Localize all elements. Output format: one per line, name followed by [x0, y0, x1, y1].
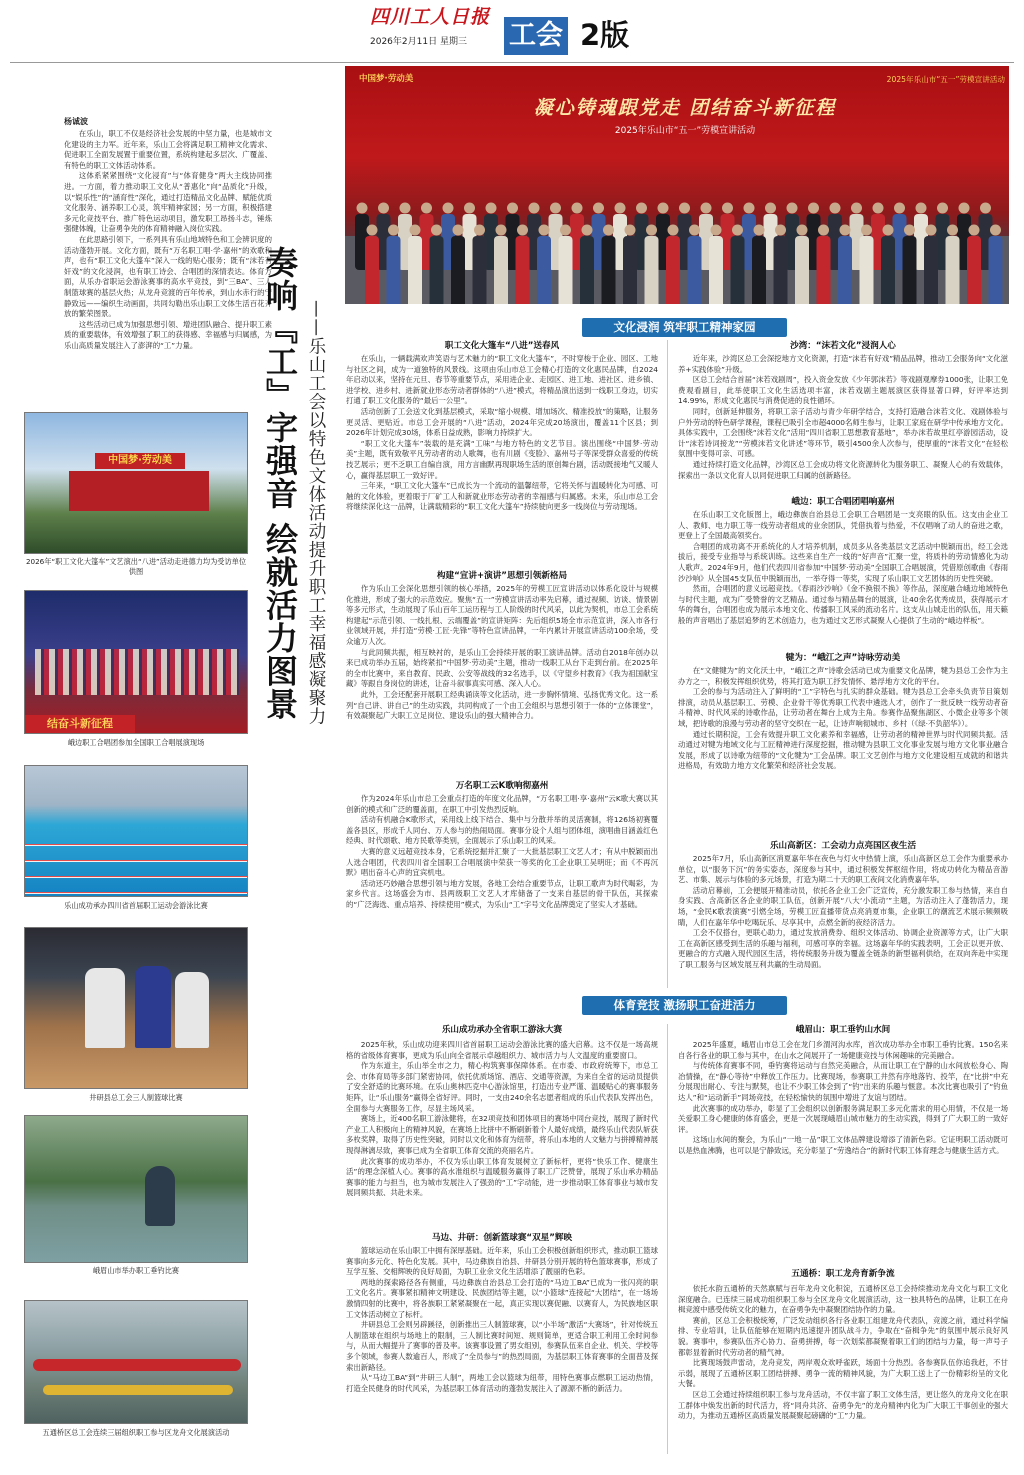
article-title: 乐山成功承办全省职工游泳大赛 [441, 1025, 563, 1035]
article-title: 五通桥：职工龙舟育新争流 [791, 1269, 895, 1279]
crowd-person-head [883, 225, 894, 236]
intro-para: 这体系紧紧围绕“文化浸育”与“体育健身”两大主线协同推进。一方面，着力推动职工文化从“普惠化”向“品质化”升级，以“娱乐性”的“涵育性”深化，通过打造精品文化品牌、赋能优质文化服务、涵养职工心灵，筑牢精神家园；另一方面，积极搭建多元化竞技平台、推广特色运动项目，激发职工昂扬斗志，锤炼强健体魄，让奋勇争先的体育精神融入岗位实践。 [64, 171, 272, 234]
crowd-person-head [937, 203, 948, 214]
article-para: 2025年秋，乐山成功迎来四川省首届职工运动会游泳比赛的盛大启幕。这不仅是一场高规格的省级体育赛事，更成为乐山向全省展示卓越组织力、城市活力与人文温度的重要窗口。 [346, 1040, 658, 1060]
article-para: 作为东道主，乐山举全市之力，精心构筑赛事保障体系。在市委、市政府统筹下，市总工会、市体育局等多部门紧密协同，依托优质场馆、酒店、交通等资源，为来自全省的运动员提供了安全舒适的比赛环境。在乐山奥林匹克中心游泳馆里，打造出专业严谨、温暖贴心的赛事服务矩阵，让“乐山服务”赢得全省好评。同时，一支由240余名志愿者组成的乐山代表队发挥出色，全面参与大赛服务工作，尽显主场风采。 [346, 1061, 658, 1113]
crowd-person-head [765, 203, 776, 214]
article-para: 与传统体育赛事不同，垂钓赛将运动与自然完美融合，从而让职工在宁静的山水间放松身心、陶冶情操，在“静心等待”中释放工作压力。比赛现场，参赛职工井然有序地落钓、投竿，在“比拼”中充分展现出耐心、专注与默契，也让不少职工体会到了“钓”出来的乐趣与惬意。本次比赛也吸引了“钓鱼达人”和“运动新手”同场竞技，在轻松愉快的氛围中增进了友谊与团结。 [678, 1061, 1008, 1102]
article-para: 合唱团的成功离不开系统化的人才培养机制，成员多从各类基层文艺活动中脱颖而出，经工会选拔后，接受专业指导与系统训练。这些来自生产一线的“好声音”汇聚一堂，将质朴的劳动情感化为动人歌声。2024年9月，他们代表四川省参加“中国梦·劳动美”全国职工合唱展演，凭借原创歌曲《春雨沙沙响》从全国45支队伍中脱颖而出，一举夺得一等奖，实现了乐山职工文艺团体的历史性突破。 [678, 541, 1008, 583]
crowd-person [494, 236, 508, 304]
photo-fishing [24, 1115, 248, 1263]
article-para: 在“文健犍为”的文化沃土中，“峨江之声”诗歌会活动已成为重要文化品牌，犍为县总工会作为主办方之一，积极发挥组织优势，将其打造为职工抒发情怀、悬浮地方文化的平台。 [678, 666, 1008, 686]
crowd-person [365, 236, 379, 304]
crowd-person-head [529, 203, 540, 214]
article-para: 从“马边工BA”到“井研三人制”，两地工会以篮球为纽带，用特色赛事点燃职工运动热情，打造全民健身的时代风采，为基层职工体育活动的蓬勃发展注入了源源不断的新活力。 [346, 1373, 658, 1393]
article-para: 活动启幕前，工会便展开精准动员，依托各企业工会广泛宣传，充分激发职工参与热情，来自自身实践、含高新区各企业的职工队伍，创新开展“八大‘小流动’”主题，为活动注入了蓬勃活力，现场，“金民K歌表演赛”引燃全场，劳模工匠直播带货点亮消夏市集，企业职工的潮流艺术展示频频吸睛，人们在嘉年华中吃喝玩乐、尽享其中，点燃全新的夜经济活力。 [678, 885, 1008, 927]
newspaper-logo: 四川工人日报 [370, 6, 491, 28]
crowd-person [709, 236, 723, 304]
stage-topright: 2025年乐山市“五一”劳模宣讲活动 [886, 75, 1005, 84]
crowd-person-head [646, 225, 657, 236]
article-para: 工会不仅搭台，更联心助力，通过发放消费券、组织文体活动、协调企业资源等方式，让广大职工在高新区感受到生活的乐趣与福利，可感可享的幸福。这场嘉年华的实践表明，工会正以更开放、更融合的方式融入现代园区生活，将传统服务升级为覆盖全链条的新型福利供给，在双向奔赴中实现了职工服务与区域发展互利共赢的生动局面。 [678, 928, 1008, 969]
article-title: 峨眉山：职工垂钓山水间 [795, 1025, 891, 1035]
crowd-person [580, 236, 594, 304]
intro-text [64, 129, 272, 397]
intro-para: 在此思路引领下，一系列具有乐山地域特色和工会辨识度的活动蓬勃开展。文化方面，既有“万名职工唱·学·嘉州”的欢歌和声，也有“职工文化大篷车”深入一线的贴心服务；既有“沫若有奸戏”的文化浸润，也有职工诗会、合唱团的深情表达。体育方面，从乐办省职运会游泳赛事的高水平竞技，到“三BA”、三人制篮球赛的基层火热；从龙舟竞渡的百年传承，到山水赤行的宁静致远——编织生动画面，共同勾勒出乐山职工文体生活百花齐放的繁荣图景。 [64, 234, 272, 319]
crowd-person [838, 236, 852, 304]
crowd-person-head [959, 203, 970, 214]
photo-stage-text: 中国梦·劳动美 [95, 453, 185, 469]
article-para: 在乐山，一辆载满欢声笑语与艺术魅力的“职工文化大篷车”，不时穿梭于企业、园区、工地与社区之间，成为一道独特的风景线。这项由乐山市总工会精心打造的文化惠民品牌，自2024年启动以来，坚持在元旦、春节等重要节点，采用进企业、走园区、进工地、进社区、进乡镇、进学校、进乡村、进新就业形态劳动者群体的“八进”模式，将精品演出送到一线职工身边，切实打通了职工文化服务的“最后一公里”。 [346, 354, 658, 406]
crowd-person-head [744, 203, 755, 214]
crowd-person-head [990, 225, 1001, 236]
crowd-person-head [388, 225, 399, 236]
issue-date: 2026年2月11日 星期三 [370, 37, 467, 47]
crowd-person [623, 236, 637, 304]
sports-section-band: 体育竞技 激扬职工奋进活力 [582, 996, 787, 1015]
article-title: 沙湾：“沫若文化”浸润人心 [790, 341, 896, 351]
crowd-person-head [926, 225, 937, 236]
crowd-person-head [775, 225, 786, 236]
masthead [0, 0, 1024, 62]
photo-stage-text: 结奋斗新征程 [25, 715, 135, 733]
crowd-person-head [378, 203, 389, 214]
crowd-person [602, 236, 616, 304]
article-para: 大赛的意义远超竞技本身，它系统挖掘并汇聚了一大批基层职工文艺人才；有从中脱颖而出人选合唱团，代表四川省全国职工合唱展演中荣获一等奖的化工企业职工吴明旺；而《不再沉默》唱出奋斗心声的宜宾机电。 [346, 846, 658, 878]
crowd-person-head [496, 225, 507, 236]
crowd-person [387, 236, 401, 304]
article-body [678, 354, 1008, 490]
column-divider [667, 340, 668, 988]
article-para: 篮球运动在乐山职工中拥有深厚基础。近年来，乐山工会积极创新组织形式，推动职工篮球赛事向多元化、特色化发展。其中，马边彝族自治县、井研县分别开展的特色篮球赛事，形成了互学互鉴、交相辉映的良好局面，为职工业余文化生活增添了靓丽的色彩。 [346, 1246, 658, 1277]
crowd-person-head [550, 203, 561, 214]
article-body [678, 510, 1008, 646]
article-para: 此外，工会还配套开展职工经典诵读等文化活动，进一步胸怀情境、弘扬优秀文化。这一系列“自己讲、讲自己”的生动实践，共同构成了一个由工会组织与思想引领于一体的“立体课堂”，有效凝聚起广大职工立足岗位、建设乐山的强大精神合力。 [346, 689, 658, 721]
crowd-person-head [969, 225, 980, 236]
article-para: 两地的探索路径各有侧重，马边彝族自治县总工会打造的“马边工BA”已成为一张闪亮的职工文化名片。赛事紧扣精神文明建设、民族团结等主题，以“小篮球”连接起“大团结”，在一场场激情四射的比赛中，将各族职工紧紧凝聚在一起，真正实现以赛促融、以赛育人，为民族地区职工文体活动树立了标杆。 [346, 1277, 658, 1319]
crowd-person [516, 236, 530, 304]
photo-choir [24, 590, 248, 734]
crowd-person-head [668, 225, 679, 236]
crowd-person-head [808, 203, 819, 214]
crowd-person [989, 236, 1003, 304]
crowd-person-head [787, 203, 798, 214]
crowd-person-head [582, 225, 593, 236]
crowd-person-head [980, 203, 991, 214]
article-body [346, 354, 658, 564]
article-title: 万名职工云K歌响彻嘉州 [455, 781, 549, 791]
article-title: 乐山高新区：工会动力点亮国区夜生活 [769, 841, 917, 851]
column-divider [667, 1024, 668, 1454]
article-body [678, 1284, 1008, 1458]
crowd-person [924, 236, 938, 304]
article-para: 作为乐山工会深化思想引领的核心举措，2025年的劳模工匠宣讲活动以体系化设计与规模化推进，形成了强大的示范效应。聚焦“五一”劳模宣讲活动率先启幕，通过视频、访谈、情景剧等多元形式，生动展现了乐山百年工运历程与工人阶级的时代风采，以此为契机，市总工会系统构建起“示范引领、一线扎根、云端覆盖”的宣讲矩阵：先后组织5场全市示范宣讲，深入市各行业领域开展，并打造“劳模·工匠·先锋”等特色宣讲品牌，一年内累计开展宣讲活动100余场，受众逾万人次。 [346, 584, 658, 646]
photo-caption: 峨边职工合唱团参加全国职工合唱展演现场 [67, 738, 205, 747]
crowd-person-head [754, 225, 765, 236]
crowd-person [451, 236, 465, 304]
photo-dragon-boat [24, 1300, 248, 1424]
crowd-person [473, 236, 487, 304]
article-para: 井研县总工会则另辟蹊径，创新推出三人制篮球赛，以“小半场”激活“大赛场”，针对传统五人制篮球在组织与场地上的限制，三人制比赛时间短、规则简单，更适合职工利用工余时间参与，从而大幅提升了赛事的普及率。该赛事设置了男女组别，参赛队伍来自企业、机关、学校等多个领域，参赛人数逾百人，形成了“全员参与”的热烈局面，为基层职工体育赛事的全面普及探索出新路径。 [346, 1320, 658, 1372]
crowd-person-head [486, 203, 497, 214]
article-para: 赛场上，近400名职工游泳健将，在32项竞技和团体项目的赛场中同台竞技，展现了新时代产业工人积极向上的精神风貌，在赛场上比拼中不断刷新着个人最好成绩，最终乐山代表队斩获多枚奖牌，取得了历史性突破，同时以文化和体育为纽带，将乐山本地的人文魅力与拼搏精神展现得淋漓尽致，赛事已成为全省职工体育交流的亮丽名片。 [346, 1114, 658, 1155]
crowd-person-head [797, 225, 808, 236]
crowd-person-head [701, 203, 712, 214]
crowd-person-head [410, 225, 421, 236]
culture-section-band: 文化浸润 筑牢职工精神家园 [582, 318, 787, 337]
crowd-person [795, 236, 809, 304]
article-para: 通过持续打造文化品牌，沙湾区总工会成功将文化资源转化为服务职工、凝聚人心的有效载体，探索出一条以文化育人以同促进职工归属的创新路径。 [678, 459, 1008, 480]
crowd-person-head [625, 225, 636, 236]
crowd-person [967, 236, 981, 304]
article-para: 工会的参与为活动注入了鲜明的“工”字特色与扎实的群众基础。犍为县总工会牵头负责节目策划排演，动员从基层职工、劳模、企业骨干等优秀职工代表中遴选人才，创作了一批反映一线劳动者奋斗精神、时代风采的诗歌作品，让劳动者在舞台上成为主角。参赛作品聚焦湖区、小微企业等多个领域，把诗歌的浪漫与劳动者的坚守交织在一起，让诗声响彻城市、乡村（《绿·不负韶华》）。 [678, 687, 1008, 728]
article-para: “职工文化大篷车”装载的是充满“工味”与地方特色的文艺节目。演出围绕“中国梦·劳动美”主题，既有致敬平凡劳动者的动人歌舞，也有川剧《变脸》、嘉州号子等深受群众喜爱的传统技艺展示；更不乏职工自编自演，用方言幽默再现职场生活的原创舞台剧，活动既接地气又暖人心，赢得基层职工一致好评。 [346, 438, 658, 480]
article-para: 区总工会结合首届“沫若戏剧周”，投入资金发放《少年郭沫若》等戏剧观摩券1000张，让职工免费观看剧目，此举使职工文化生活选项丰富，沫若戏剧主题展演区获得显著口碑，好评率达到14.99%，形成文化惠民与消费促进的良性循环。 [678, 375, 1008, 406]
article-para: 比赛现场鼓声雷动，龙舟竞发，两岸观众欢呼雀跃，场面十分热烈。各参赛队伍你追我赶，不甘示弱，展现了五通桥区职工团结拼搏、勇争一流的精神风貌，为广大职工送上了一份精彩纷呈的文化大餐。 [678, 1358, 1008, 1389]
crowd-person-head [560, 225, 571, 236]
article-body [346, 794, 658, 994]
article-title: 马边、井研：创新篮球赛“双星”辉映 [431, 1233, 573, 1243]
crowd-person-head [904, 225, 915, 236]
stage-subtitle: 2025年乐山市“五一”劳模宣讲活动 [614, 126, 756, 136]
crowd-person [860, 236, 874, 304]
article-para: 活动创新了工会送文化到基层模式，采取“缩小规模、增加场次、精准投放”的策略，让服务更灵活、更贴近。市总工会开展的“八进”活动，2024年完成20场演出，覆盖11个区县；到2026年计划完成30场，体系日益成熟，影响力持续扩大。 [346, 406, 658, 438]
crowd-person-head [916, 203, 927, 214]
crowd-person-head [840, 225, 851, 236]
crowd-person [430, 236, 444, 304]
article-para: 在乐山职工文化版图上，峨边彝族自治县总工会职工合唱团是一支亮眼的队伍。这支由企业工人、教师、电力职工等一线劳动者组成的业余团队，凭借执着与热爱，不仅唱响了动人的奋进之歌，更登上了全国最高领奖台。 [678, 510, 1008, 541]
article-para: 近年来，沙湾区总工会深挖地方文化资源，打造“沫若有好戏”精品品牌，推动工会服务向“文化滋养+实践体验”升级。 [678, 354, 1008, 374]
crowd-person-head [894, 203, 905, 214]
crowd-person [731, 236, 745, 304]
crowd-person [946, 236, 960, 304]
crowd-person-head [357, 203, 368, 214]
crowd-person-head [722, 203, 733, 214]
crowd-person [408, 236, 422, 304]
crowd-person-head [689, 225, 700, 236]
page-number: 2版 [580, 18, 630, 52]
article-para: 此次赛事的成功举办，彰显了工会组织以创新服务满足职工多元化需求的用心用情，不仅是一场关爱职工身心健康的体育盛会，更是一次展现峨眉山城市魅力的生动实践，得到了广大职工的一致好评。 [678, 1103, 1008, 1134]
article-body [678, 1040, 1008, 1226]
crowd-person [752, 236, 766, 304]
article-title: 犍为：“峨江之声”诗咏劳动美 [785, 653, 901, 663]
photo-caption: 井研县总工会三人制篮球比赛 [89, 1093, 183, 1102]
crowd-person-head [400, 203, 411, 214]
article-title: 构建“宣讲+演讲”思想引领新格局 [436, 571, 568, 581]
crowd-person [903, 236, 917, 304]
masthead-rule [10, 62, 1014, 63]
article-para: 与此同频共振，相互映衬的，是乐山工会持续开展的职工演讲品牌。活动自2018年创办以来已成功举办五届，始终紧扣“中国梦·劳动美”主题，推动一线职工从台下走到台前。在2025年的全市比赛中，来自教育、民政、公安等战线的32名选手，以《守望乡村教育》《我为祖国献宝藏》等跟自身岗位的讲述，让奋斗叙事真实可感、深入人心。 [346, 647, 658, 689]
stage-slogan: 凝心铸魂跟党走 团结奋斗新征程 [533, 97, 837, 119]
crowd-person [774, 236, 788, 304]
crowd-person [559, 236, 573, 304]
crowd-person [537, 236, 551, 304]
photo-caption: 2026年“职工文化大篷车”文艺演出“八进”活动走进德力均为受访单位供图 [25, 557, 247, 576]
crowd-person-head [464, 203, 475, 214]
crowd-person-head [732, 225, 743, 236]
photo-swimming [24, 765, 248, 897]
article-para: 活动还巧妙融合思想引领与地方发展，各地工会结合重要节点，让职工歌声为时代喝彩，为家乡代言。这场盛会为市、县两级职工文艺人才库储备了一支来自基层的骨干队伍，其探索的“广泛海选、重点培养、持续使用”模式，为乐山“工”字号文化品牌奠定了坚实人才基础。 [346, 878, 658, 909]
article-para: 2025年盛夏，峨眉山市总工会在龙门乡渭河沟水库，首次成功举办全市职工垂钓比赛。150名来自各行各业的职工参与其中，在山水之间展开了一场健康竞技与休闲趣味的完美融合。 [678, 1040, 1008, 1060]
crowd-person-head [431, 225, 442, 236]
crowd-person [688, 236, 702, 304]
photo-caption: 峨眉山市举办职工垂钓比赛 [92, 1266, 180, 1275]
headline-subtitle: ——乐山工会以特色文体活动提升职工幸福感凝聚力 [306, 300, 326, 726]
crowd-person-head [603, 225, 614, 236]
intro-author: 杨诚波 [64, 117, 88, 126]
article-body [346, 1246, 658, 1458]
photo-basketball [24, 927, 248, 1089]
article-para: 三年来，“职工文化大篷车”已成长为一个流动的温馨纽带，它将关怀与温暖转化为可感、可触的文化体验，更着眼于厂矿工人和新就业形态劳动者的幸福感与归属感。未来，乐山市总工会将继续深化这一品牌，让满载精彩的“职工文化大篷车”持续驶向更多一线岗位与劳动现场。 [346, 481, 658, 512]
article-para: 区总工会通过持续组织职工参与龙舟活动，不仅丰富了职工文体生活，更让悠久的龙舟文化在职工群体中焕发出新的时代活力，将“同舟共济、奋勇争先”的龙舟精神内化为广大职工干事创业的强大动力，为推动五通桥区高质量发展凝聚起磅礴的“工”力量。 [678, 1389, 1008, 1421]
crowd-person-head [572, 203, 583, 214]
crowd-person-head [818, 225, 829, 236]
crowd-person-head [615, 203, 626, 214]
crowd-person-head [593, 203, 604, 214]
article-para: 活动有机融合K歌形式，采用线上线下结合、集中与分散并举的灵活赛制，将126场初赛覆盖各县区，形成千人同台、万人参与的热闹局面。赛事分设个人组与团体组，演唱曲目涵盖红色经典、时代颂歌、地方民歌等类别，全面展示了乐山职工的风采。 [346, 815, 658, 846]
article-body [678, 666, 1008, 834]
article-title: 职工文化大篷车“八进”送春风 [444, 341, 560, 351]
crowd-person-head [367, 225, 378, 236]
article-title: 峨边：职工合唱团唱响嘉州 [791, 497, 895, 507]
article-body [346, 1040, 658, 1226]
intro-para: 在乐山，职工不仅是经济社会发展的中坚力量，也是城市文化建设的主力军。近年来，乐山工会将满足职工精神文化需求、促进职工全面发展置于重要位置，系统构建起多层次、广覆盖、有特色的职工文体活动体系。 [64, 129, 272, 170]
crowd-person-head [443, 203, 454, 214]
article-body [346, 584, 658, 774]
crowd-person [817, 236, 831, 304]
crowd-person-head [711, 225, 722, 236]
crowd-person-head [861, 225, 872, 236]
article-para: 依托水韵五通桥的天然禀赋与百年龙舟文化积淀，五通桥区总工会持续推动龙舟文化与职工文化深度融合。已连续三届成功组织职工参与全区龙舟文化展演活动，这一独具特色的品牌，让职工在舟楫竞渡中感受传统文化的魅力，在奋勇争先中凝聚团结协作的力量。 [678, 1284, 1008, 1315]
photo-culture-truck [24, 412, 248, 554]
article-para: 这场山水间的聚会，为乐山“一地一品”职工文体品牌建设增添了清新色彩。它证明职工活动既可以是热血沸腾，也可以是宁静致远，充分彰显了“劳逸结合”的新时代职工体育理念与健康生活方式。 [678, 1135, 1008, 1155]
article-para: 2025年7月，乐山高新区消夏嘉年华在夜色与灯火中热情上演，乐山高新区总工会作为重要承办单位，以“服务下沉”的务实姿态，深度参与其中，通过积极发挥枢纽作用，将成功转化为精品音游艺、市集、展示与体验的多元场景，打造为期二十天的职工夜间文化消费嘉年华。 [678, 854, 1008, 885]
crowd-person-head [947, 225, 958, 236]
stage-logo: 中国梦·劳动美 [359, 74, 414, 84]
article-body [678, 854, 1008, 990]
crowd-person-head [539, 225, 550, 236]
crowd-person-head [453, 225, 464, 236]
article-para: 然而，合唱团的意义远超竞技。《春雨沙沙响》《金不换银不换》等作品，深度融合峨边地域特色与时代主题，成为广受赞誉的文艺精品。通过参与精品舞台的展演，让40余名优秀成员，获得展示才华的舞台，合唱团也成为展示本地文化、传播职工风采的流动名片。这支从山城走出的队伍，用天籁般的声音唱出了基层追梦的艺术创造力，也为通过文艺形式凝聚人心提供了生动的“峨边样板”。 [678, 584, 1008, 625]
crowd-person [645, 236, 659, 304]
article-para: 通过长期积淀，工会有效提升职工文化素养和幸福感，让劳动者的精神世界与时代同频共振。活动通过对犍为地域文化与工匠精神进行深度挖掘，推动犍为县职工文化事业发展与地方文化事业融合发展，形成了以诗歌为纽带的“文化犍为”工会品牌。职工文艺创作与地方文化建设相互成就的和谐共进格局，有效助力地方文化繁荣和经济社会发展。 [678, 729, 1008, 771]
crowd-person-head [873, 203, 884, 214]
crowd-person [666, 236, 680, 304]
crowd-person-head [507, 203, 518, 214]
crowd-illustration [345, 166, 1009, 304]
crowd-person-head [830, 203, 841, 214]
banner-photo [345, 66, 1009, 304]
crowd-person-head [474, 225, 485, 236]
crowd-person-head [658, 203, 669, 214]
crowd-person-head [636, 203, 647, 214]
intro-para: 这些活动已成为加强思想引领、增进团队融合、提升职工素质的重要载体，有效增强了职工的获得感、幸福感与归属感，为乐山高质量发展注入了澎湃的“工”力量。 [64, 319, 272, 350]
article-para: 此次赛事的成功举办，不仅为乐山职工体育发展树立了新标杆，更将“快乐工作、健康生活”的理念深植人心。赛事的高水准组织与温暖服务赢得了职工广泛赞誉，展现了乐山承办精品赛事的能力与担当，也为城市发展注入了强劲的“工”字动能，进一步推动职工体育事业与城市发展同频共振、共赴未来。 [346, 1156, 658, 1198]
photo-caption: 五通桥区总工会连续三届组织职工参与区龙舟文化展演活动 [42, 1428, 230, 1437]
crowd-person-head [679, 203, 690, 214]
crowd-person-head [851, 203, 862, 214]
headline-title: 奏响『工』字强音 绘就活力图景 [261, 246, 299, 721]
article-para: 同时，创新延伸服务，将职工亲子活动与青少年研学结合，支持打造融合沫若文化、戏剧体验与户外劳动的特色研学课程，课程已吸引全市超4000名师生参与，让职工家庭在研学中传承地方文化。具体实践中，工会围绕“沫若文化”活用“四川省职工思想教育基地”，举办沫若故里红亭游园活动，设计“沫若诗词接龙”“劳模沫若文化讲述”等环节，吸引4500余人次参与，使厚重的“沫若文化”在轻松氛围中变得可亲、可感。 [678, 406, 1008, 459]
section-label: 工会 [504, 17, 568, 55]
article-para: 作为2024年乐山市总工会重点打造的年度文化品牌，“万名职工唱·享·嘉州”云K歌大赛以其创新的模式和广泛的覆盖面，在职工中引发热烈反响。 [346, 794, 658, 814]
crowd-person [881, 236, 895, 304]
article-para: 赛前，区总工会积极统筹，广泛发动组织各行各业职工组建龙舟代表队，竞渡之前，通过科学编排、专业培训，让队伍能够在短期内迅速提升团队战斗力，争取在“奋楫争先”的氛围中展示良好风貌。赛事中，参赛队伍齐心协力、奋勇拼搏，每一次划桨都凝聚着职工们的团结与力量，每一声号子都彰显着新时代劳动者的精气神。 [678, 1315, 1008, 1357]
photo-caption: 乐山成功承办四川省首届职工运动会游泳比赛 [64, 901, 208, 910]
crowd-person-head [421, 203, 432, 214]
crowd-person-head [517, 225, 528, 236]
